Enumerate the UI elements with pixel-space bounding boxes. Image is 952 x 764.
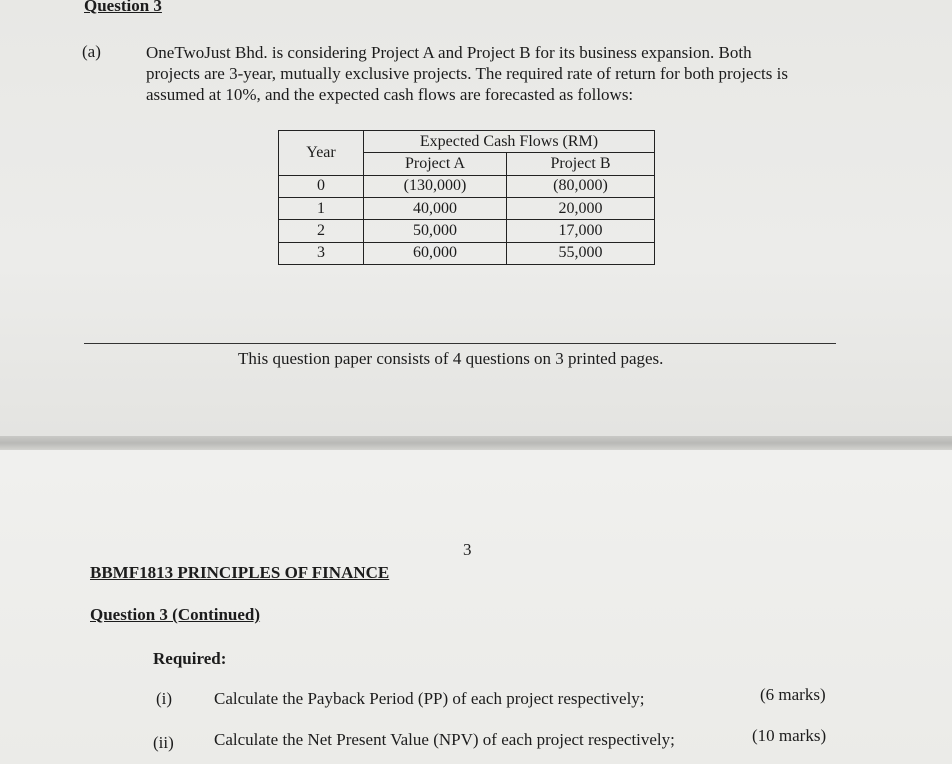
cash-flow-table	[278, 130, 655, 265]
table-row	[279, 242, 655, 264]
project-a-header: Project A	[364, 153, 507, 175]
task-marks: (10 marks)	[752, 726, 827, 745]
paragraph-line: projects are 3-year, mutually exclusive projects. The required rate of return for both projects is	[146, 64, 788, 83]
table-row	[279, 220, 655, 242]
page-number: 3	[463, 540, 472, 559]
project-a-cell: 60,000	[364, 242, 507, 264]
project-a-cell: (130,000)	[364, 175, 507, 197]
expected-cash-flows-header: Expected Cash Flows (RM)	[364, 131, 655, 153]
table-row	[279, 197, 655, 219]
task-numeral: (i)	[156, 689, 173, 708]
table-row	[279, 175, 655, 197]
project-a-cell: 40,000	[364, 197, 507, 219]
course-title: BBMF1813 PRINCIPLES OF FINANCE	[90, 563, 390, 582]
task-text: Calculate the Payback Period (PP) of each project respectively;	[214, 689, 645, 708]
year-cell: 3	[279, 242, 364, 264]
paragraph-line: OneTwoJust Bhd. is considering Project A and Project B for its business expansion. Both	[146, 43, 752, 62]
project-b-cell: 20,000	[507, 197, 655, 219]
year-cell: 1	[279, 197, 364, 219]
question-paragraph	[146, 42, 846, 105]
task-numeral: (ii)	[153, 733, 174, 752]
footer-divider	[84, 343, 836, 344]
page-gap	[0, 436, 952, 450]
part-label: (a)	[82, 42, 101, 61]
project-b-cell: 55,000	[507, 242, 655, 264]
footer-note: This question paper consists of 4 questions on 3 printed pages.	[238, 349, 664, 368]
project-b-cell: 17,000	[507, 220, 655, 242]
year-header: Year	[279, 131, 364, 176]
project-b-cell: (80,000)	[507, 175, 655, 197]
project-a-cell: 50,000	[364, 220, 507, 242]
year-cell: 0	[279, 175, 364, 197]
question-title: Question 3	[84, 0, 162, 15]
question-continued-title: Question 3 (Continued)	[90, 605, 261, 624]
task-text: Calculate the Net Present Value (NPV) of each project respectively;	[214, 730, 675, 749]
year-cell: 2	[279, 220, 364, 242]
task-marks: (6 marks)	[760, 685, 826, 704]
paragraph-line: assumed at 10%, and the expected cash flows are forecasted as follows:	[146, 85, 634, 104]
required-label: Required:	[153, 649, 227, 668]
project-b-header: Project B	[507, 153, 655, 175]
